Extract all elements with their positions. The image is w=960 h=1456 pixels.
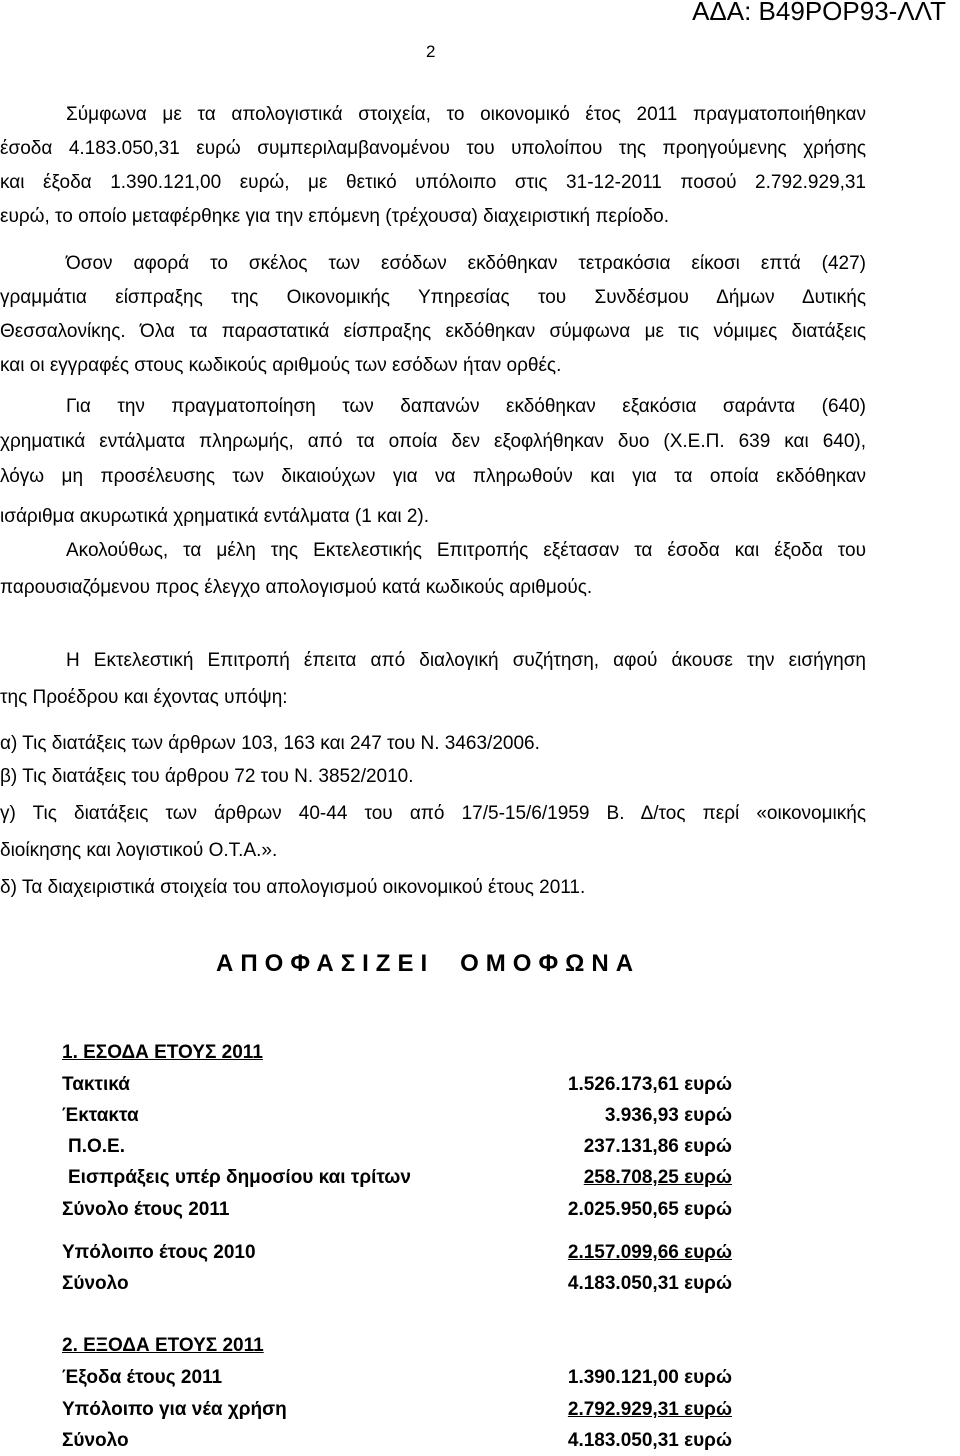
consideration-b: β) Τις διατάξεις του άρθρου 72 του Ν. 3852/2010. <box>0 766 414 787</box>
paragraph-line: έσοδα 4.183.050,31 ευρώ συμπεριλαμβανομένου του υπολοίπου της προηγούμενης χρήσης <box>0 138 866 159</box>
consideration-d: δ) Τα διαχειριστικά στοιχεία του απολογισμού οικονομικού έτους 2011. <box>0 877 586 898</box>
paragraph-line: Ακολούθως, τα μέλη της Εκτελεστικής Επιτροπής εξέτασαν τα έσοδα και έξοδα του <box>66 540 866 561</box>
paragraph-line: και έξοδα 1.390.121,00 ευρώ, με θετικό υπόλοιπο στις 31-12-2011 ποσού 2.792.929,31 <box>0 172 866 193</box>
ada-code: ΑΔΑ: Β49ΡΟΡ93-ΛΛΤ <box>692 0 946 26</box>
paragraph-line: Η Εκτελεστική Επιτροπή έπειτα από διαλογική συζήτηση, αφού άκουσε την εισήγηση <box>66 650 866 671</box>
row-amount: 2.025.950,65 ευρώ <box>567 1199 732 1220</box>
paragraph-line: ισάριθμα ακυρωτικά χρηματικά εντάλματα (1 και 2). <box>0 506 430 527</box>
income-row <box>62 1242 732 1268</box>
income-title: 1. ΕΣΟΔΑ ΕΤΟΥΣ 2011 <box>62 1042 263 1063</box>
consideration-c: γ) Τις διατάξεις των άρθρων 40-44 του από 17/5-15/6/1959 Β. Δ/τος περί «οικονομικής <box>0 803 866 824</box>
row-amount: 2.157.099,66 ευρώ <box>567 1242 732 1263</box>
row-label: Έξοδα έτους 2011 <box>62 1367 223 1388</box>
row-label: Υπόλοιπο έτους 2010 <box>62 1242 256 1263</box>
paragraph-line: Θεσσαλονίκης. Όλα τα παραστατικά είσπραξης εκδόθηκαν σύμφωνα με τις νόμιμες διατάξεις <box>0 321 866 342</box>
income-row <box>62 1167 732 1193</box>
paragraph-line: και οι εγγραφές στους κωδικούς αριθμούς των εσόδων ήταν ορθές. <box>0 355 562 376</box>
paragraph-line: Για την πραγματοποίηση των δαπανών εκδόθηκαν εξακόσια σαράντα (640) <box>66 396 866 417</box>
row-label: Π.Ο.Ε. <box>68 1136 126 1157</box>
income-row <box>62 1199 732 1225</box>
consideration-a: α) Τις διατάξεις των άρθρων 103, 163 και 247 του Ν. 3463/2006. <box>0 733 540 754</box>
decision-word-2: ΟΜΟΦΩΝΑ <box>460 950 641 977</box>
expenses-row <box>62 1430 732 1456</box>
row-label: Υπόλοιπο για νέα χρήση <box>62 1399 287 1420</box>
row-amount: 1.390.121,00 ευρώ <box>567 1367 732 1388</box>
consideration-c-cont: διοίκησης και λογιστικού Ο.Τ.Α.». <box>0 840 278 861</box>
row-label: Σύνολο <box>62 1273 129 1294</box>
row-amount: 258.708,25 ευρώ <box>583 1167 732 1188</box>
expenses-title: 2. ΕΞΟΔΑ ΕΤΟΥΣ 2011 <box>62 1335 264 1356</box>
row-amount: 4.183.050,31 ευρώ <box>567 1430 732 1451</box>
row-label: Έκτακτα <box>62 1105 139 1126</box>
row-amount: 237.131,86 ευρώ <box>583 1136 732 1157</box>
income-row <box>62 1074 732 1100</box>
paragraph-line: παρουσιαζόμενου προς έλεγχο απολογισμού κατά κωδικούς αριθμούς. <box>0 577 593 598</box>
expenses-row <box>62 1367 732 1393</box>
row-amount: 4.183.050,31 ευρώ <box>567 1273 732 1294</box>
page-number: 2 <box>426 42 436 61</box>
expenses-row <box>62 1399 732 1425</box>
income-row <box>62 1105 732 1131</box>
decision-heading <box>216 950 640 978</box>
paragraph-line: λόγω μη προσέλευσης των δικαιούχων για να πληρωθούν και για τα οποία εκδόθηκαν <box>0 466 866 487</box>
income-row <box>62 1136 732 1162</box>
row-label: Τακτικά <box>62 1074 130 1095</box>
paragraph-line: Όσον αφορά το σκέλος των εσόδων εκδόθηκαν τετρακόσια είκοσι επτά (427) <box>66 253 866 274</box>
income-row <box>62 1273 732 1299</box>
paragraph-line: ευρώ, το οποίο μεταφέρθηκε για την επόμενη (τρέχουσα) διαχειριστική περίοδο. <box>0 206 669 227</box>
paragraph-line: Σύμφωνα με τα απολογιστικά στοιχεία, το οικονομικό έτος 2011 πραγματοποιήθηκαν <box>66 104 866 125</box>
row-amount: 3.936,93 ευρώ <box>604 1105 732 1126</box>
row-label: Σύνολο <box>62 1430 129 1451</box>
row-label: Εισπράξεις υπέρ δημοσίου και τρίτων <box>68 1167 411 1188</box>
paragraph-line: της Προέδρου και έχοντας υπόψη: <box>0 687 288 708</box>
row-amount: 1.526.173,61 ευρώ <box>567 1074 732 1095</box>
paragraph-line: γραμμάτια είσπραξης της Οικονομικής Υπηρεσίας του Συνδέσμου Δήμων Δυτικής <box>0 287 866 308</box>
paragraph-line: χρηματικά εντάλματα πληρωμής, από τα οποία δεν εξοφλήθηκαν δυο (Χ.Ε.Π. 639 και 640), <box>0 431 866 452</box>
row-amount: 2.792.929,31 ευρώ <box>567 1399 732 1420</box>
decision-word-1: ΑΠΟΦΑΣΙΖΕΙ <box>216 950 435 977</box>
row-label: Σύνολο έτους 2011 <box>62 1199 230 1220</box>
